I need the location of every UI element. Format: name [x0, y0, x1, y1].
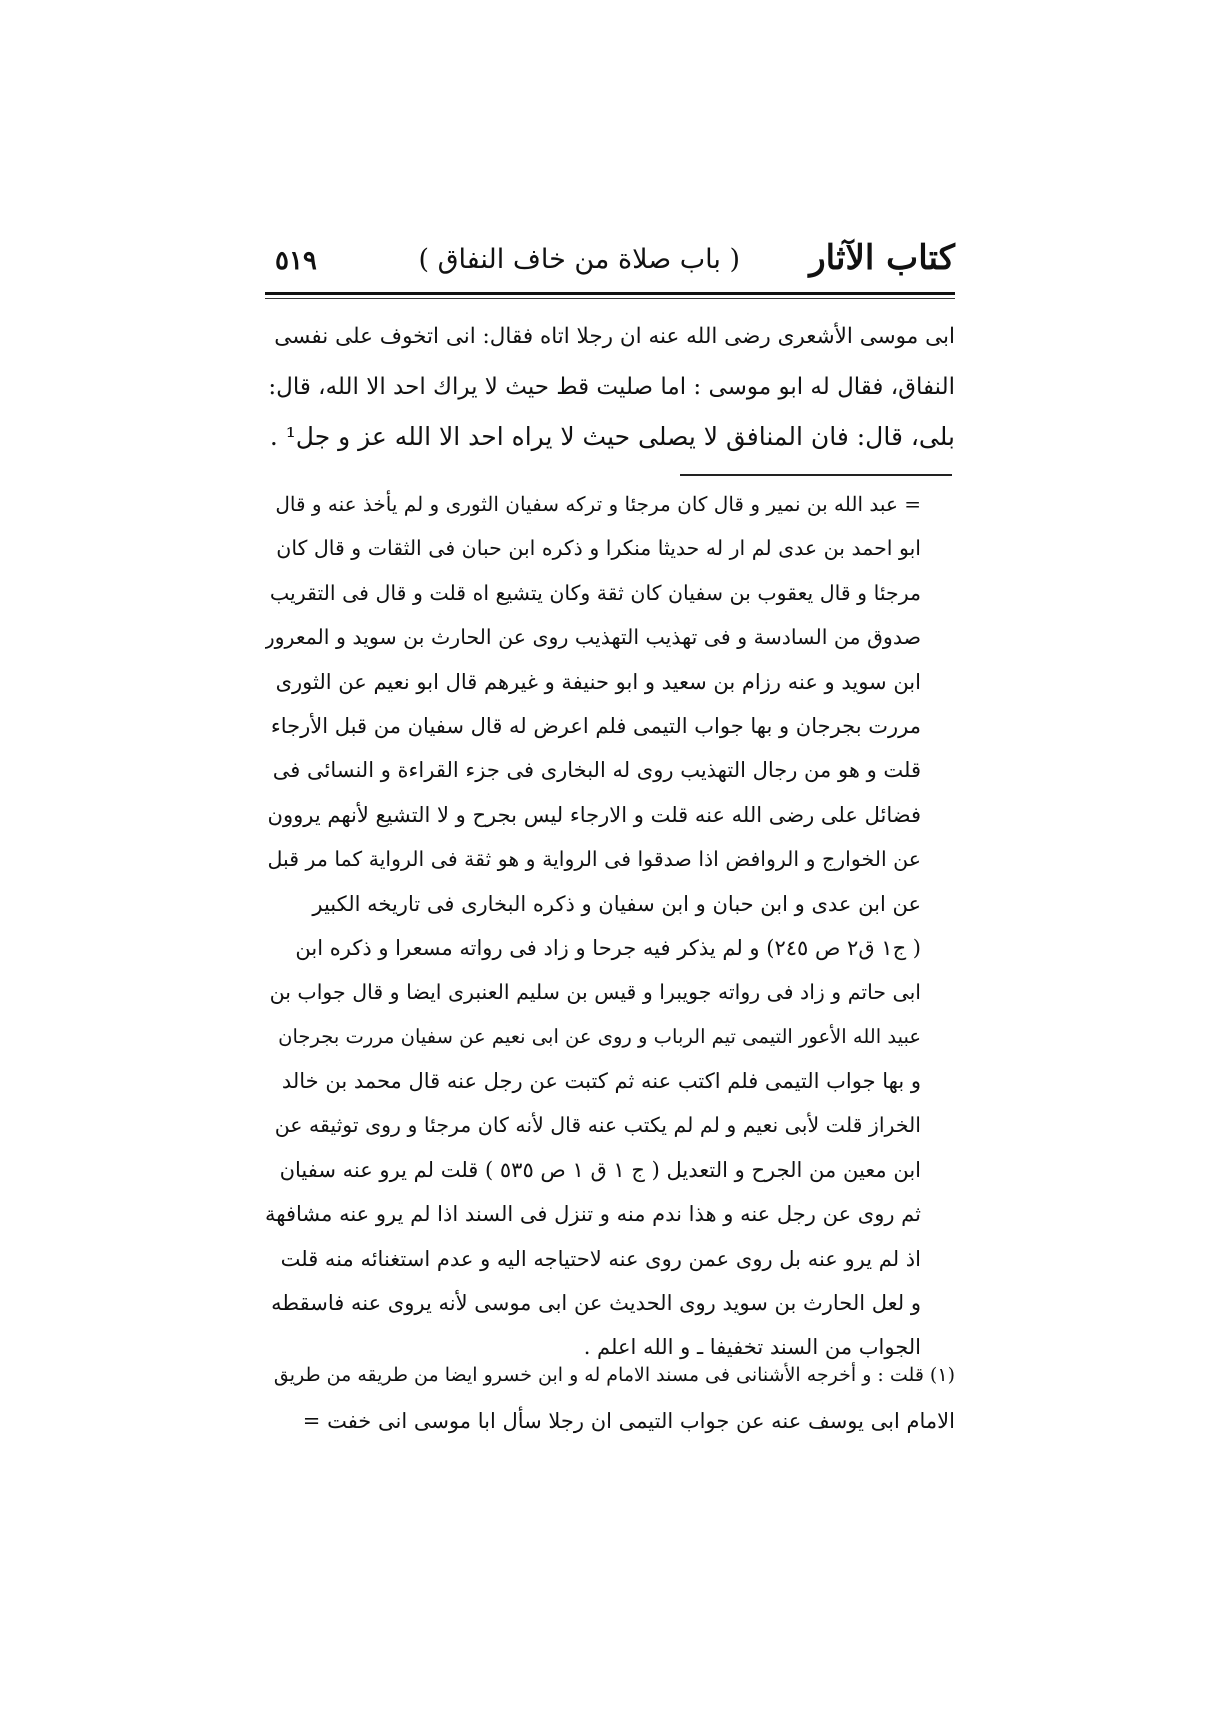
section-divider — [680, 474, 952, 476]
commentary-line: عبيد الله الأعور التيمى تيم الرباب و روى عن ابى نعيم عن سفيان مررت بجرجان — [278, 1024, 921, 1048]
commentary-line: و بها جواب التيمى فلم اكتب عنه ثم كتبت عن رجل عنه قال محمد بن خالد — [281, 1069, 921, 1094]
main-text-line: ابى موسى الأشعرى رضى الله عنه ان رجلا اتاه فقال: انى اتخوف على نفسى — [274, 324, 955, 349]
commentary-line: = عبد الله بن نمير و قال كان مرجئا و تركه سفيان الثورى و لم يأخذ عنه و قال — [275, 492, 921, 516]
commentary-line: عن ابن عدى و ابن حبان و ابن سفيان و ذكره البخارى فى تاريخه الكبير — [312, 891, 921, 916]
header-rule-thin — [265, 298, 955, 299]
commentary-line: ( ج١ ق٢ ص ٢٤٥) و لم يذكر فيه جرحا و زاد فى رواته مسعرا و ذكره ابن — [295, 935, 921, 960]
main-text-line: النفاق، فقال له ابو موسى : اما صليت قط حيث لا يراك احد الا الله، قال: — [268, 374, 955, 400]
commentary-line: صدوق من السادسة و فى تهذيب التهذيب روى عن الحارث بن سويد و المعرور — [265, 625, 921, 650]
footnote-line: (١) قلت : و أخرجه الأشنانى فى مسند الامام له و ابن خسرو ايضا من طريقه من طريق — [273, 1364, 955, 1386]
commentary-line: ابو احمد بن عدى لم ار له حديثا منكرا و ذكره ابن حبان فى الثقات و قال كان — [276, 536, 921, 561]
commentary-line: ابن سويد و عنه رزام بن سعيد و ابو حنيفة و غيرهم قال ابو نعيم عن الثورى — [275, 669, 921, 694]
commentary-line: الخراز قلت لأبى نعيم و لم لم يكتب عنه قال لأنه كان مرجئا و روى توثيقه عن — [274, 1113, 921, 1138]
commentary-line: الجواب من السند تخفيفا ـ و الله اعلم . — [583, 1335, 921, 1360]
commentary-line: مرجئا و قال يعقوب بن سفيان كان ثقة وكان يتشيع اه قلت و قال فى التقريب — [269, 580, 921, 605]
main-text-line: بلى، قال: فان المنافق لا يصلى حيث لا يراه احد الا الله عز و جل¹ . — [269, 422, 955, 451]
commentary-line: و لعل الحارث بن سويد روى الحديث عن ابى موسى لأنه يروى عنه فاسقطه — [271, 1291, 921, 1316]
commentary-line: فضائل على رضى الله عنه قلت و الارجاء ليس بجرح و لا التشيع لأنهم يروون — [267, 802, 921, 827]
page-number: ٥١٩ — [275, 246, 317, 276]
commentary — [265, 482, 955, 1370]
page-header — [265, 238, 955, 288]
commentary-line: اذ لم يرو عنه بل روى عمن روى عنه لاحتياجه اليه و عدم استغنائه منه قلت — [280, 1246, 921, 1271]
book-title: كتاب الآثار — [809, 238, 955, 278]
commentary-line: قلت و هو من رجال التهذيب روى له البخارى فى جزء القراءة و النسائى فى — [272, 758, 921, 783]
commentary-line: ثم روى عن رجل عنه و هذا ندم منه و تنزل فى السند اذا لم يرو عنه مشافهة — [265, 1202, 921, 1227]
commentary-line: عن الخوارج و الروافض اذا صدقوا فى الرواية و هو ثقة فى الرواية كما مر قبل — [267, 847, 921, 872]
commentary-line: ابى حاتم و زاد فى رواته جويبرا و قيس بن سليم العنبرى ايضا و قال جواب بن — [269, 980, 921, 1005]
header-rule — [265, 292, 955, 295]
main-text — [265, 312, 955, 462]
commentary-line: ابن معين من الجرح و التعديل ( ج ١ ق ١ ص ٥٣٥ ) قلت لم يرو عنه سفيان — [279, 1157, 921, 1182]
commentary-line: مررت بجرجان و بها جواب التيمى فلم اعرض له قال سفيان من قبل الأرجاء — [270, 713, 921, 738]
footnote — [265, 1352, 955, 1444]
chapter-title: ( باب صلاة من خاف النفاق ) — [418, 244, 740, 275]
footnote-line: الامام ابى يوسف عنه عن جواب التيمى ان رجلا سأل ابا موسى انى خفت = — [302, 1409, 955, 1433]
